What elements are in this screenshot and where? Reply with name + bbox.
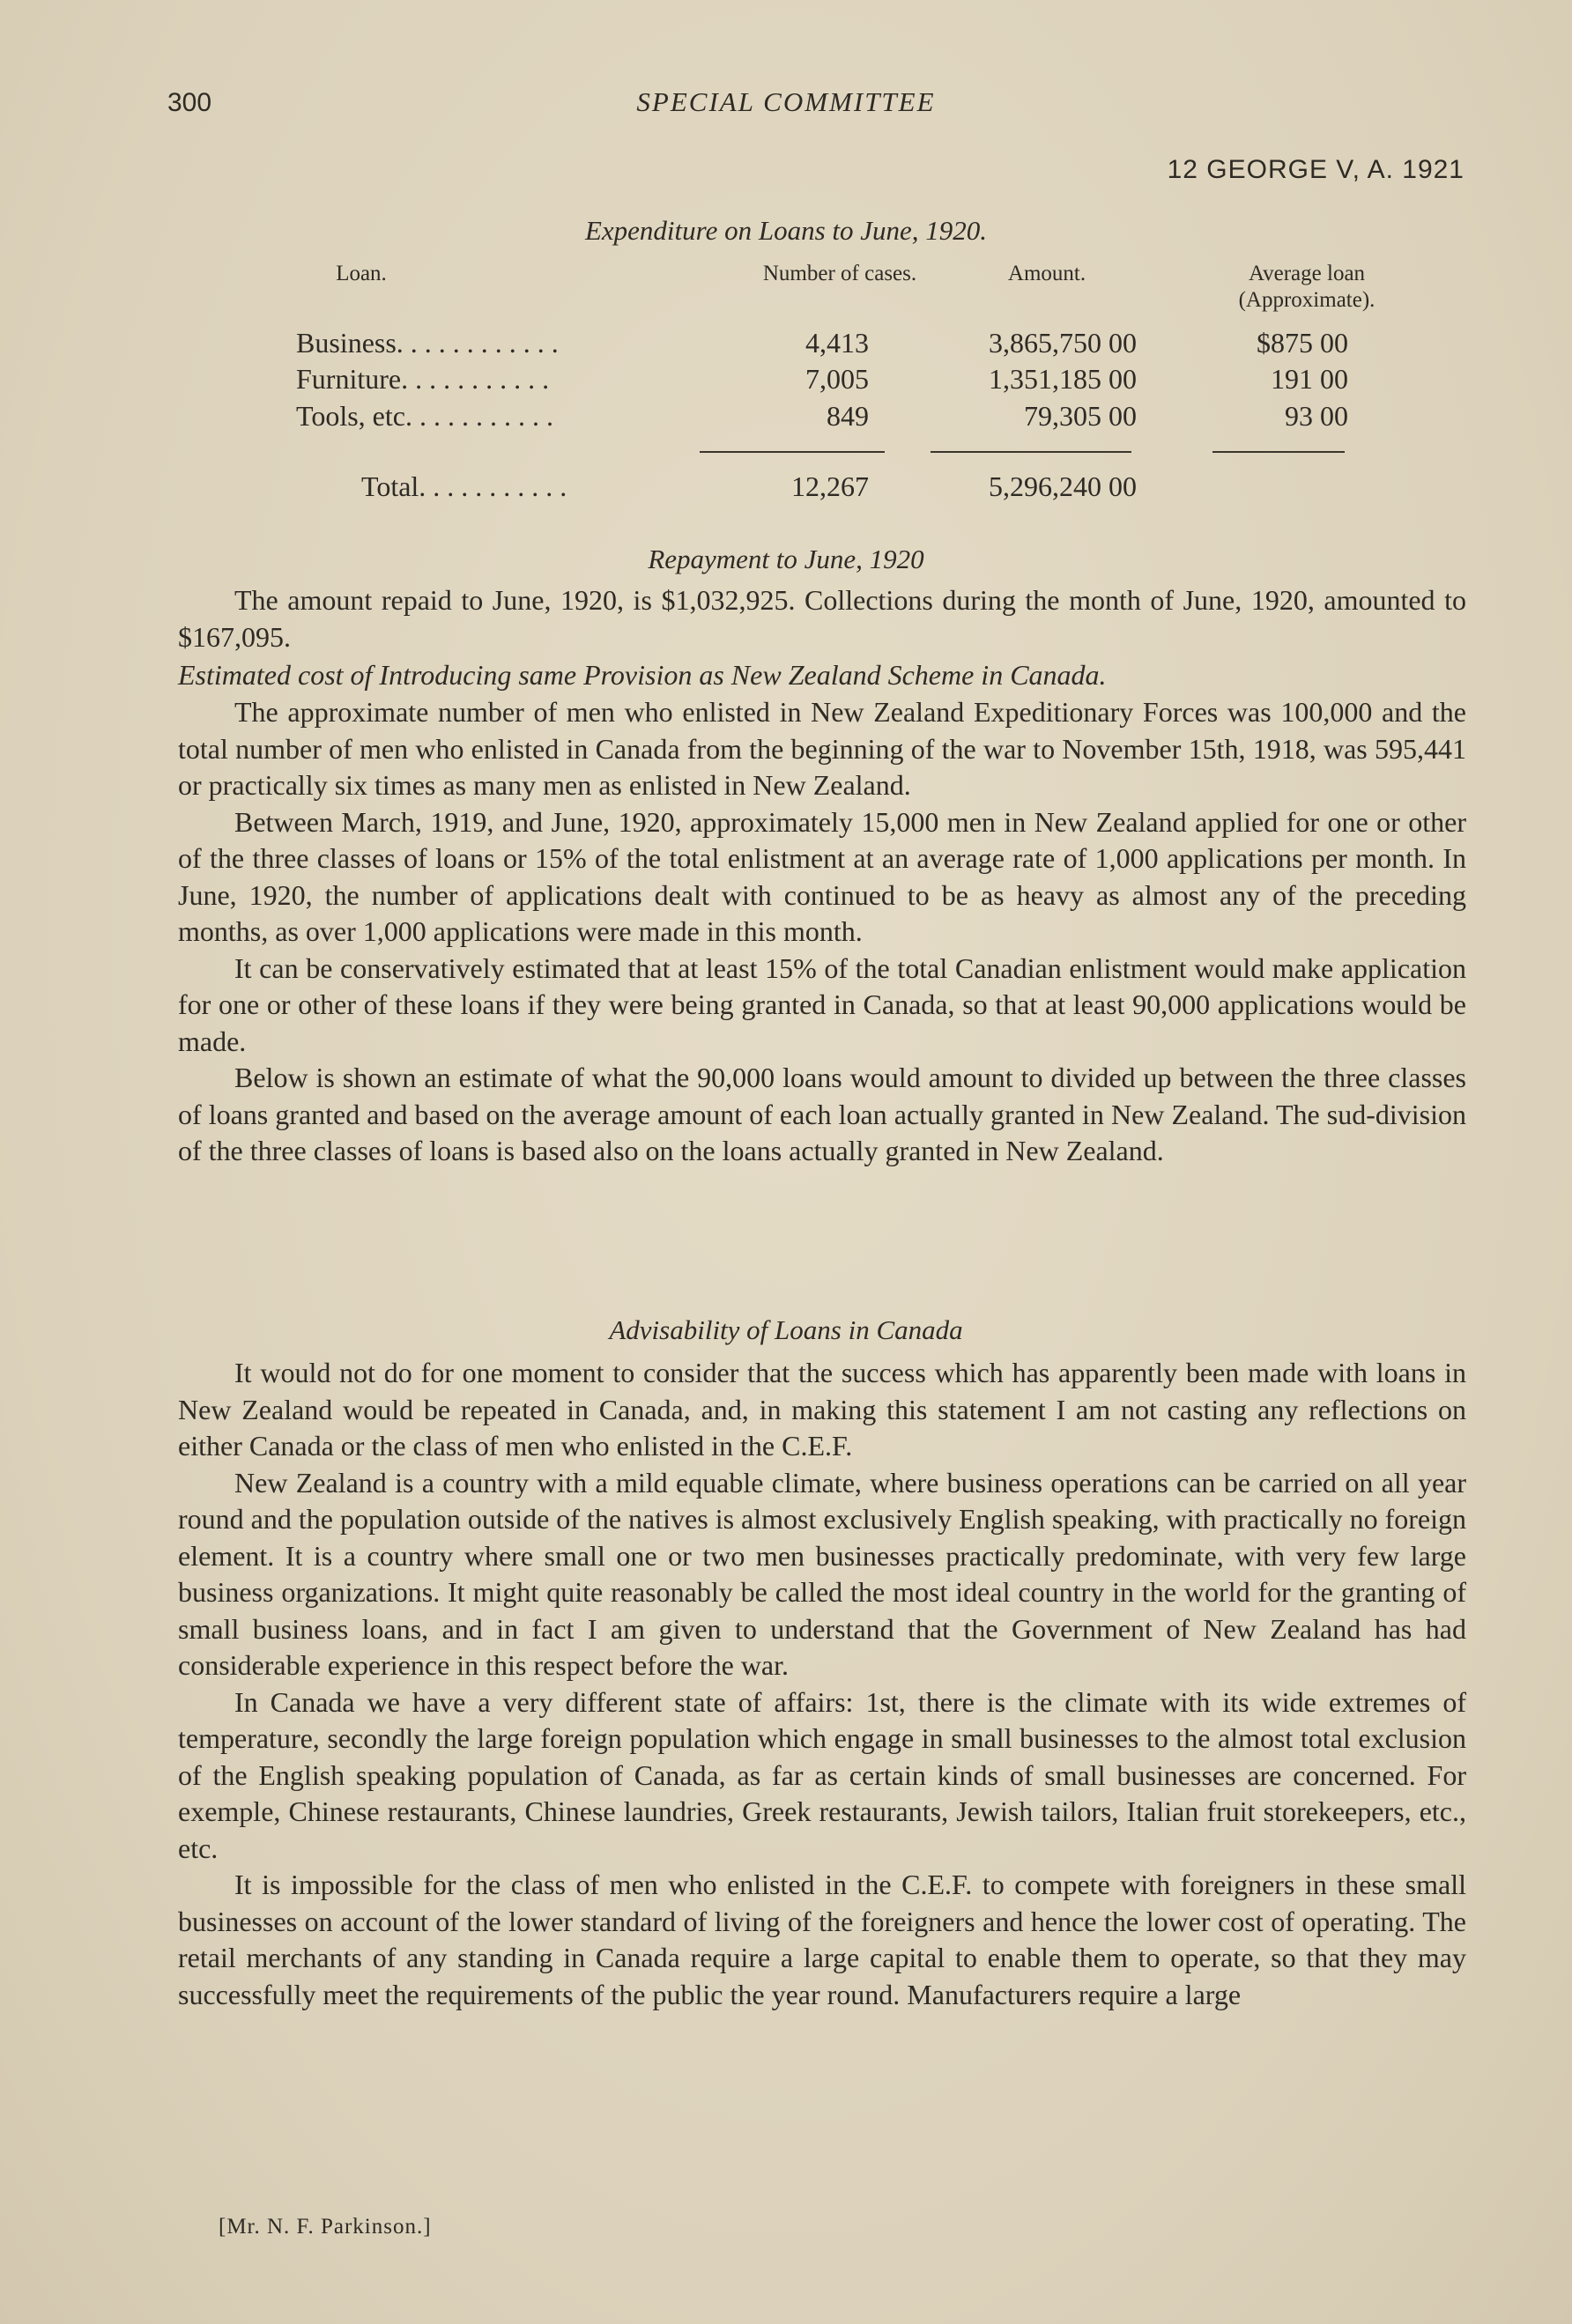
paragraph: New Zealand is a country with a mild equable climate, where business operations can be carried on all year round and the population outside of the natives is almost exclusively English speaking, with practically no foreign element. It is a country where small one or two men businesses practically predominate, with very few large business organizations. It might quite reasonably be called the most ideal country in the world for the granting of small business loans, and in fact I am given to understand that the Government of New Zealand has had considerable experience in this respect before the war. (178, 1466, 1466, 1681)
table-title: Expenditure on Loans to June, 1920. (584, 215, 988, 246)
paragraph: Between March, 1919, and June, 1920, approximately 15,000 men in New Zealand applied for one or other of the three classes of loans or 15% of the total enlistment at an average rate of 1,000 applications per month. In June, 1920, the number of applications dealt with continued to be as heavy as almost any of the preceding months, as over 1,000 applications were made in this month. (178, 805, 1466, 947)
paragraph: It is impossible for the class of men who enlisted in the C.E.F. to compete with foreigners in these small businesses on account of the lower standard of living of the foreigners and hence the lower cost of operating. The retail merchants of any standing in Canada require a large capital to enable them to operate, so that they may successfully meet the requirements of the public the year round. Manufacturers require a large (178, 1869, 1466, 2010)
paragraph: The amount repaid to June, 1920, is $1,032,925. Collections during the month of June, 1920, amounted to $167,095. (178, 584, 1466, 653)
col-head-amount: Amount. (1007, 262, 1086, 285)
session-label: 12 GEORGE V, A. 1921 (1167, 155, 1464, 184)
repayment-text (178, 582, 1466, 655)
table-cell-amount: 79,305 00 (1024, 400, 1137, 432)
rule-amount (931, 451, 1131, 453)
table-cell-cases: 7,005 (805, 363, 869, 395)
paragraph: Below is shown an estimate of what the 90,000 loans would amount to divided up between the three classes of loans granted and based on the average amount of each loan actually granted in New Zealand. The sud-division of the three classes of loans is based also on the loans actually granted in New Zealand. (178, 1062, 1466, 1166)
table-total-cases: 12,267 (791, 470, 869, 502)
table-cell-average: $875 00 (1257, 327, 1348, 359)
table-total-amount: 5,296,240 00 (989, 470, 1137, 502)
paragraph: In Canada we have a very different state of affairs: 1st, there is the climate with its wide extremes of temperature, secondly the large foreign population which engage in small businesses to the almost total exclusion of the English speaking population of Canada, as far as certain kinds of small businesses are concerned. For exemple, Chinese restaurants, Chinese laundries, Greek restaurants, Jewish tailors, Italian fruit storekeepers, etc., etc. (178, 1685, 1466, 1864)
repayment-title: Repayment to June, 1920 (648, 544, 924, 574)
paragraph: The approximate number of men who enlisted in New Zealand Expeditionary Forces was 100,000 and the total number of men who enlisted in Canada from the beginning of the war to November 15th, 1918, was 595,441 or practically six times as many men as enlisted in New Zealand. (178, 696, 1466, 801)
table-cell-cases: 4,413 (805, 327, 869, 359)
table-cell-average: 93 00 (1285, 400, 1348, 432)
table-cell-average: 191 00 (1271, 363, 1348, 395)
advisability-body (178, 1355, 1466, 2013)
col-head-cases: Number of cases. (762, 262, 917, 285)
speaker-footer: [Mr. N. F. Parkinson.] (219, 2215, 432, 2239)
table-row-label: Furniture. . . . . . . . . . . (296, 363, 550, 395)
col-head-average: Average loan (Approximate). (1238, 262, 1376, 312)
rule-average (1212, 451, 1345, 453)
estimated-title: Estimated cost of Introducing same Provision as New Zealand Scheme in Canada. (178, 659, 1107, 691)
paragraph: It would not do for one moment to consider that the success which has apparently been made with loans in New Zealand would be repeated in Canada, and, in making this statement I am not casting any reflections on either Canada or the class of men who enlisted in the C.E.F. (178, 1357, 1466, 1462)
table-cell-amount: 3,865,750 00 (989, 327, 1137, 359)
table-total-label: Total. . . . . . . . . . . (361, 470, 567, 502)
page-number: 300 (167, 88, 212, 117)
table-cell-cases: 849 (827, 400, 869, 432)
col-head-loan: Loan. (336, 262, 387, 285)
table-row-label: Tools, etc. . . . . . . . . . . (296, 400, 553, 432)
paragraph: It can be conservatively estimated that at least 15% of the total Canadian enlistment would make application for one or other of these loans if they were being granted in Canada, so that at least 90,000 applications would be made. (178, 951, 1466, 1057)
running-title: SPECIAL COMMITTEE (636, 86, 936, 117)
rule-cases (700, 451, 885, 453)
table-row-label: Business. . . . . . . . . . . . (296, 327, 559, 359)
estimated-body (178, 694, 1466, 1170)
table-cell-amount: 1,351,185 00 (989, 363, 1137, 395)
advisability-title: Advisability of Loans in Canada (609, 1314, 963, 1345)
